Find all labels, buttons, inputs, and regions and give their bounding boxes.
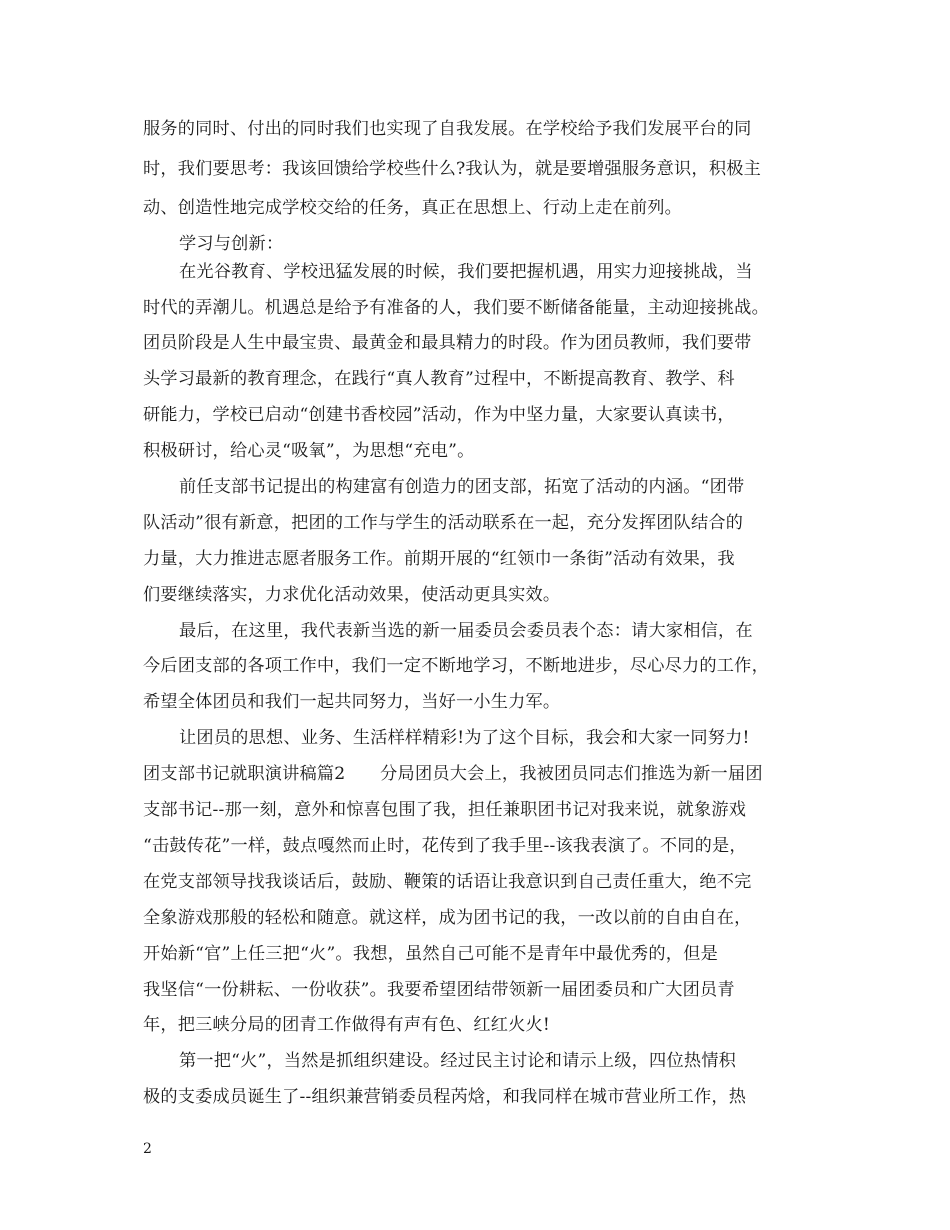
text-line: 开始新“官”上任三把“火”。我想，虽然自己可能不是青年中最优秀的，但是: [143, 944, 718, 964]
text-line: 我坚信“一份耕耘、一份收获”。我要希望团结带领新一届团委员和广大团员青: [143, 980, 735, 1000]
text-line: 时，我们要思考：我该回馈给学校些什么?我认为，就是要增强服务意识，积极主: [143, 159, 761, 179]
section-heading: 学习与创新：: [179, 234, 284, 254]
text-line: 最后，在这里，我代表新当选的新一届委员会委员表个态：请大家相信，在: [179, 621, 753, 641]
text-line: 今后团支部的各项工作中，我们一定不断地学习，不断地进步，尽心尽力的工作，: [143, 656, 769, 676]
text-line: 团员阶段是人生中最宝贵、最黄金和最具精力的时段。作为团员教师，我们要带: [143, 333, 752, 353]
text-line: 服务的同时、付出的同时我们也实现了自我发展。在学校给予我们发展平台的同: [143, 119, 752, 139]
text-line: 积极研讨，给心灵“吸氧”，为思想“充电”。: [143, 441, 475, 461]
text-line: 团支部书记就职演讲稿篇2 分局团员大会上，我被团员同志们推选为新一届团: [143, 764, 763, 784]
text-line: 前任支部书记提出的构建富有创造力的团支部，拓宽了活动的内涵。“团带: [179, 477, 745, 497]
text-line: 在光谷教育、学校迅猛发展的时候，我们要把握机遇，用实力迎接挑战，当: [179, 262, 753, 282]
text-line: 力量，大力推进志愿者服务工作。前期开展的“红领巾一条街”活动有效果，我: [143, 549, 735, 569]
text-line: 头学习最新的教育理念，在践行“真人教育”过程中，不断提高教育、教学、科: [143, 369, 735, 389]
text-line: 第一把“火”，当然是抓组织建设。经过民主讨论和请示上级，四位热情积: [179, 1051, 736, 1071]
text-line: 在党支部领导找我谈话后，鼓励、鞭策的话语让我意识到自己责任重大，绝不完: [143, 872, 752, 892]
text-line: 队活动”很有新意，把团的工作与学生的活动联系在一起，充分发挥团队结合的: [143, 513, 744, 533]
text-line: 希望全体团员和我们一起共同努力，当好一小生力军。: [143, 692, 561, 712]
text-line: 时代的弄潮儿。机遇总是给予有准备的人，我们要不断储备能量，主动迎接挑战。: [143, 298, 769, 318]
text-line: 们要继续落实，力求优化活动效果，使活动更具实效。: [143, 585, 561, 605]
text-line: 让团员的思想、业务、生活样样精彩!为了这个目标，我会和大家一同努力!: [179, 728, 750, 748]
page-number: 2: [143, 1141, 152, 1157]
text-line: 支部书记--那一刻，意外和惊喜包围了我，担任兼职团书记对我来说，就象游戏: [143, 800, 747, 820]
text-line: 极的支委成员诞生了--组织兼营销委员程芮焓，和我同样在城市营业所工作，热: [143, 1087, 747, 1107]
text-line: 全象游戏那般的轻松和随意。就这样，成为团书记的我，一改以前的自由自在，: [143, 908, 752, 928]
text-line: 动、创造性地完成学校交给的任务，真正在思想上、行动上走在前列。: [143, 198, 683, 218]
text-line: “击鼓传花”一样，鼓点嘎然而止时，花传到了我手里--该我表演了。不同的是，: [143, 836, 747, 856]
text-line: 研能力，学校已启动“创建书香校园”活动，作为中坚力量，大家要认真读书，: [143, 405, 735, 425]
text-line: 年，把三峡分局的团青工作做得有声有色、红红火火!: [143, 1015, 551, 1035]
